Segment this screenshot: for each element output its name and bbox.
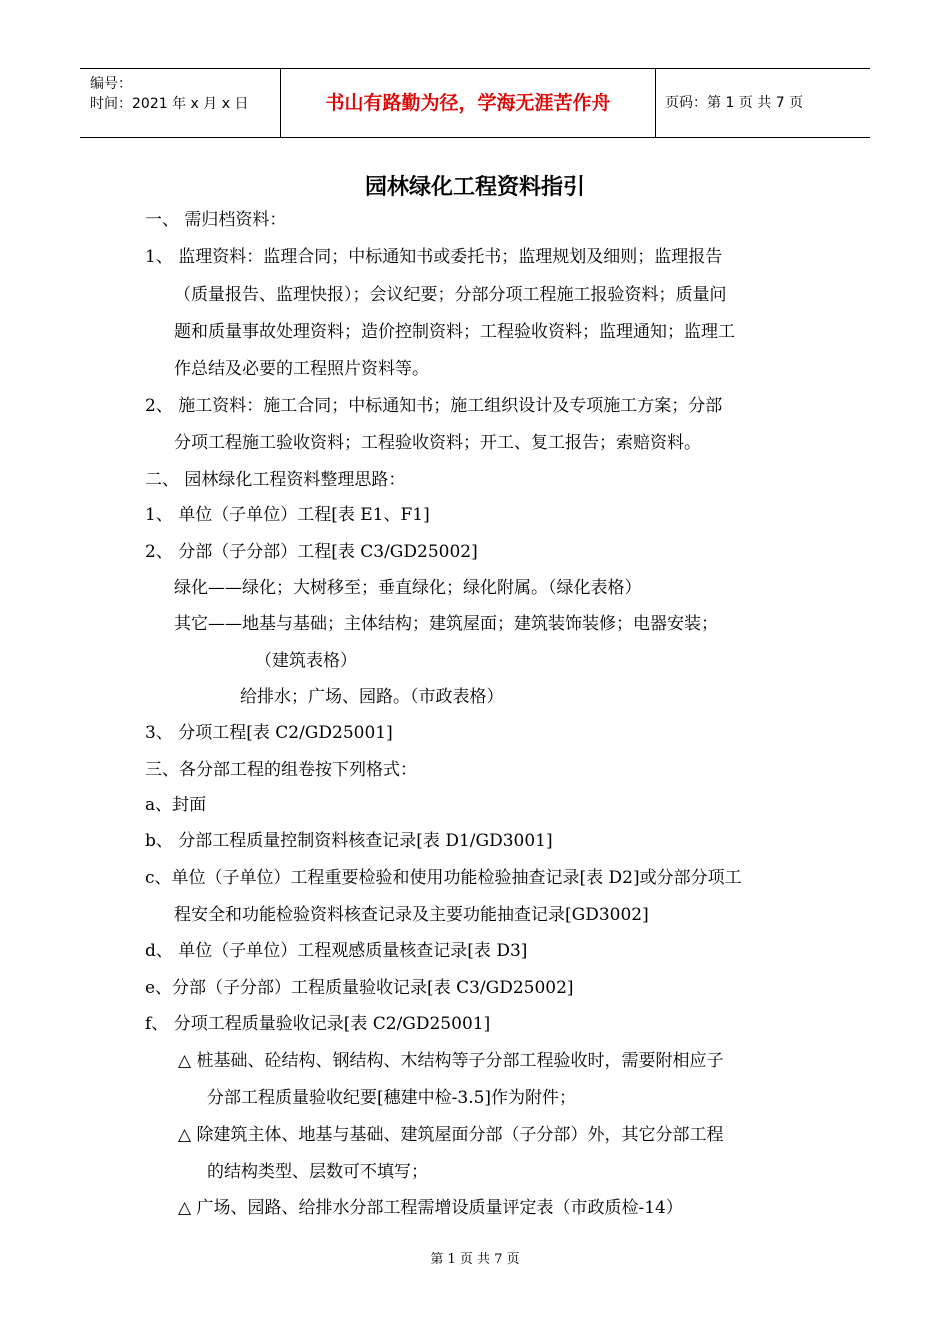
text-line: （质量报告、监理快报）；会议纪要；分部分项工程施工报验资料；质量问 bbox=[174, 285, 727, 305]
text-line: 2、 施工资料：施工合同；中标通知书；施工组织设计及专项施工方案；分部 bbox=[145, 396, 723, 416]
list-item: b、 分部工程质量控制资料核查记录[表 D1/GD3001] bbox=[145, 831, 553, 851]
list-item: a、封面 bbox=[145, 795, 207, 815]
header-motto: 书山有路勤为径，学海无涯苦作舟 bbox=[280, 69, 656, 137]
list-item: d、 单位（子单位）工程观感质量核查记录[表 D3] bbox=[145, 941, 528, 961]
text-line: 分项工程施工验收资料；工程验收资料；开工、复工报告；索赔资料。 bbox=[174, 433, 701, 453]
text-line: 其它——地基与基础；主体结构；建筑屋面；建筑装饰装修；电器安装； bbox=[174, 614, 718, 634]
header-info-cell bbox=[80, 69, 280, 137]
page-header bbox=[80, 68, 870, 138]
text-line: 1、 单位（子单位）工程[表 E1、F1] bbox=[145, 505, 430, 525]
text-line: 作总结及必要的工程照片资料等。 bbox=[174, 359, 429, 379]
list-item: f、 分项工程质量验收记录[表 C2/GD25001] bbox=[145, 1014, 491, 1034]
section-heading: 二、 园林绿化工程资料整理思路： bbox=[145, 470, 406, 490]
list-item: e、分部（子分部）工程质量验收记录[表 C3/GD25002] bbox=[145, 978, 574, 998]
text-line: 1、 监理资料：监理合同；中标通知书或委托书；监理规划及细则；监理报告 bbox=[145, 247, 723, 267]
text-line: 绿化——绿化；大树移至；垂直绿化；绿化附属。（绿化表格） bbox=[174, 578, 642, 598]
list-item: c、单位（子单位）工程重要检验和使用功能检验抽查记录[表 D2]或分部分项工 bbox=[145, 868, 742, 888]
page-footer: 第 1 页 共 7 页 bbox=[430, 1252, 520, 1267]
text-line: 的结构类型、层数可不填写； bbox=[207, 1162, 428, 1182]
document-title: 园林绿化工程资料指引 bbox=[364, 175, 585, 200]
section-heading: 一、 需归档资料： bbox=[145, 210, 287, 230]
header-page-number: 页码：第 1 页 共 7 页 bbox=[665, 95, 804, 111]
note-item: △ 除建筑主体、地基与基础、建筑屋面分部（子分部）外，其它分部工程 bbox=[178, 1125, 724, 1145]
document-number-label: 编号： bbox=[90, 76, 132, 92]
document-time-label: 时间：2021 年 x 月 x 日 bbox=[90, 96, 249, 112]
text-line: 题和质量事故处理资料；造价控制资料；工程验收资料；监理通知；监理工 bbox=[174, 322, 735, 342]
note-item: △ 广场、园路、给排水分部工程需增设质量评定表（市政质检-14） bbox=[178, 1198, 683, 1218]
text-line: 2、 分部（子分部）工程[表 C3/GD25002] bbox=[145, 542, 478, 562]
text-line: （建筑表格） bbox=[255, 651, 357, 671]
text-line: 程安全和功能检验资料核查记录及主要功能抽查记录[GD3002] bbox=[174, 905, 649, 925]
text-line: 分部工程质量验收纪要[穗建中检-3.5]作为附件； bbox=[207, 1088, 577, 1108]
text-line: 给排水；广场、园路。（市政表格） bbox=[240, 687, 504, 707]
section-heading: 三、各分部工程的组卷按下列格式： bbox=[145, 760, 417, 780]
note-item: △ 桩基础、砼结构、钢结构、木结构等子分部工程验收时，需要附相应子 bbox=[178, 1051, 724, 1071]
text-line: 3、 分项工程[表 C2/GD25001] bbox=[145, 723, 393, 743]
